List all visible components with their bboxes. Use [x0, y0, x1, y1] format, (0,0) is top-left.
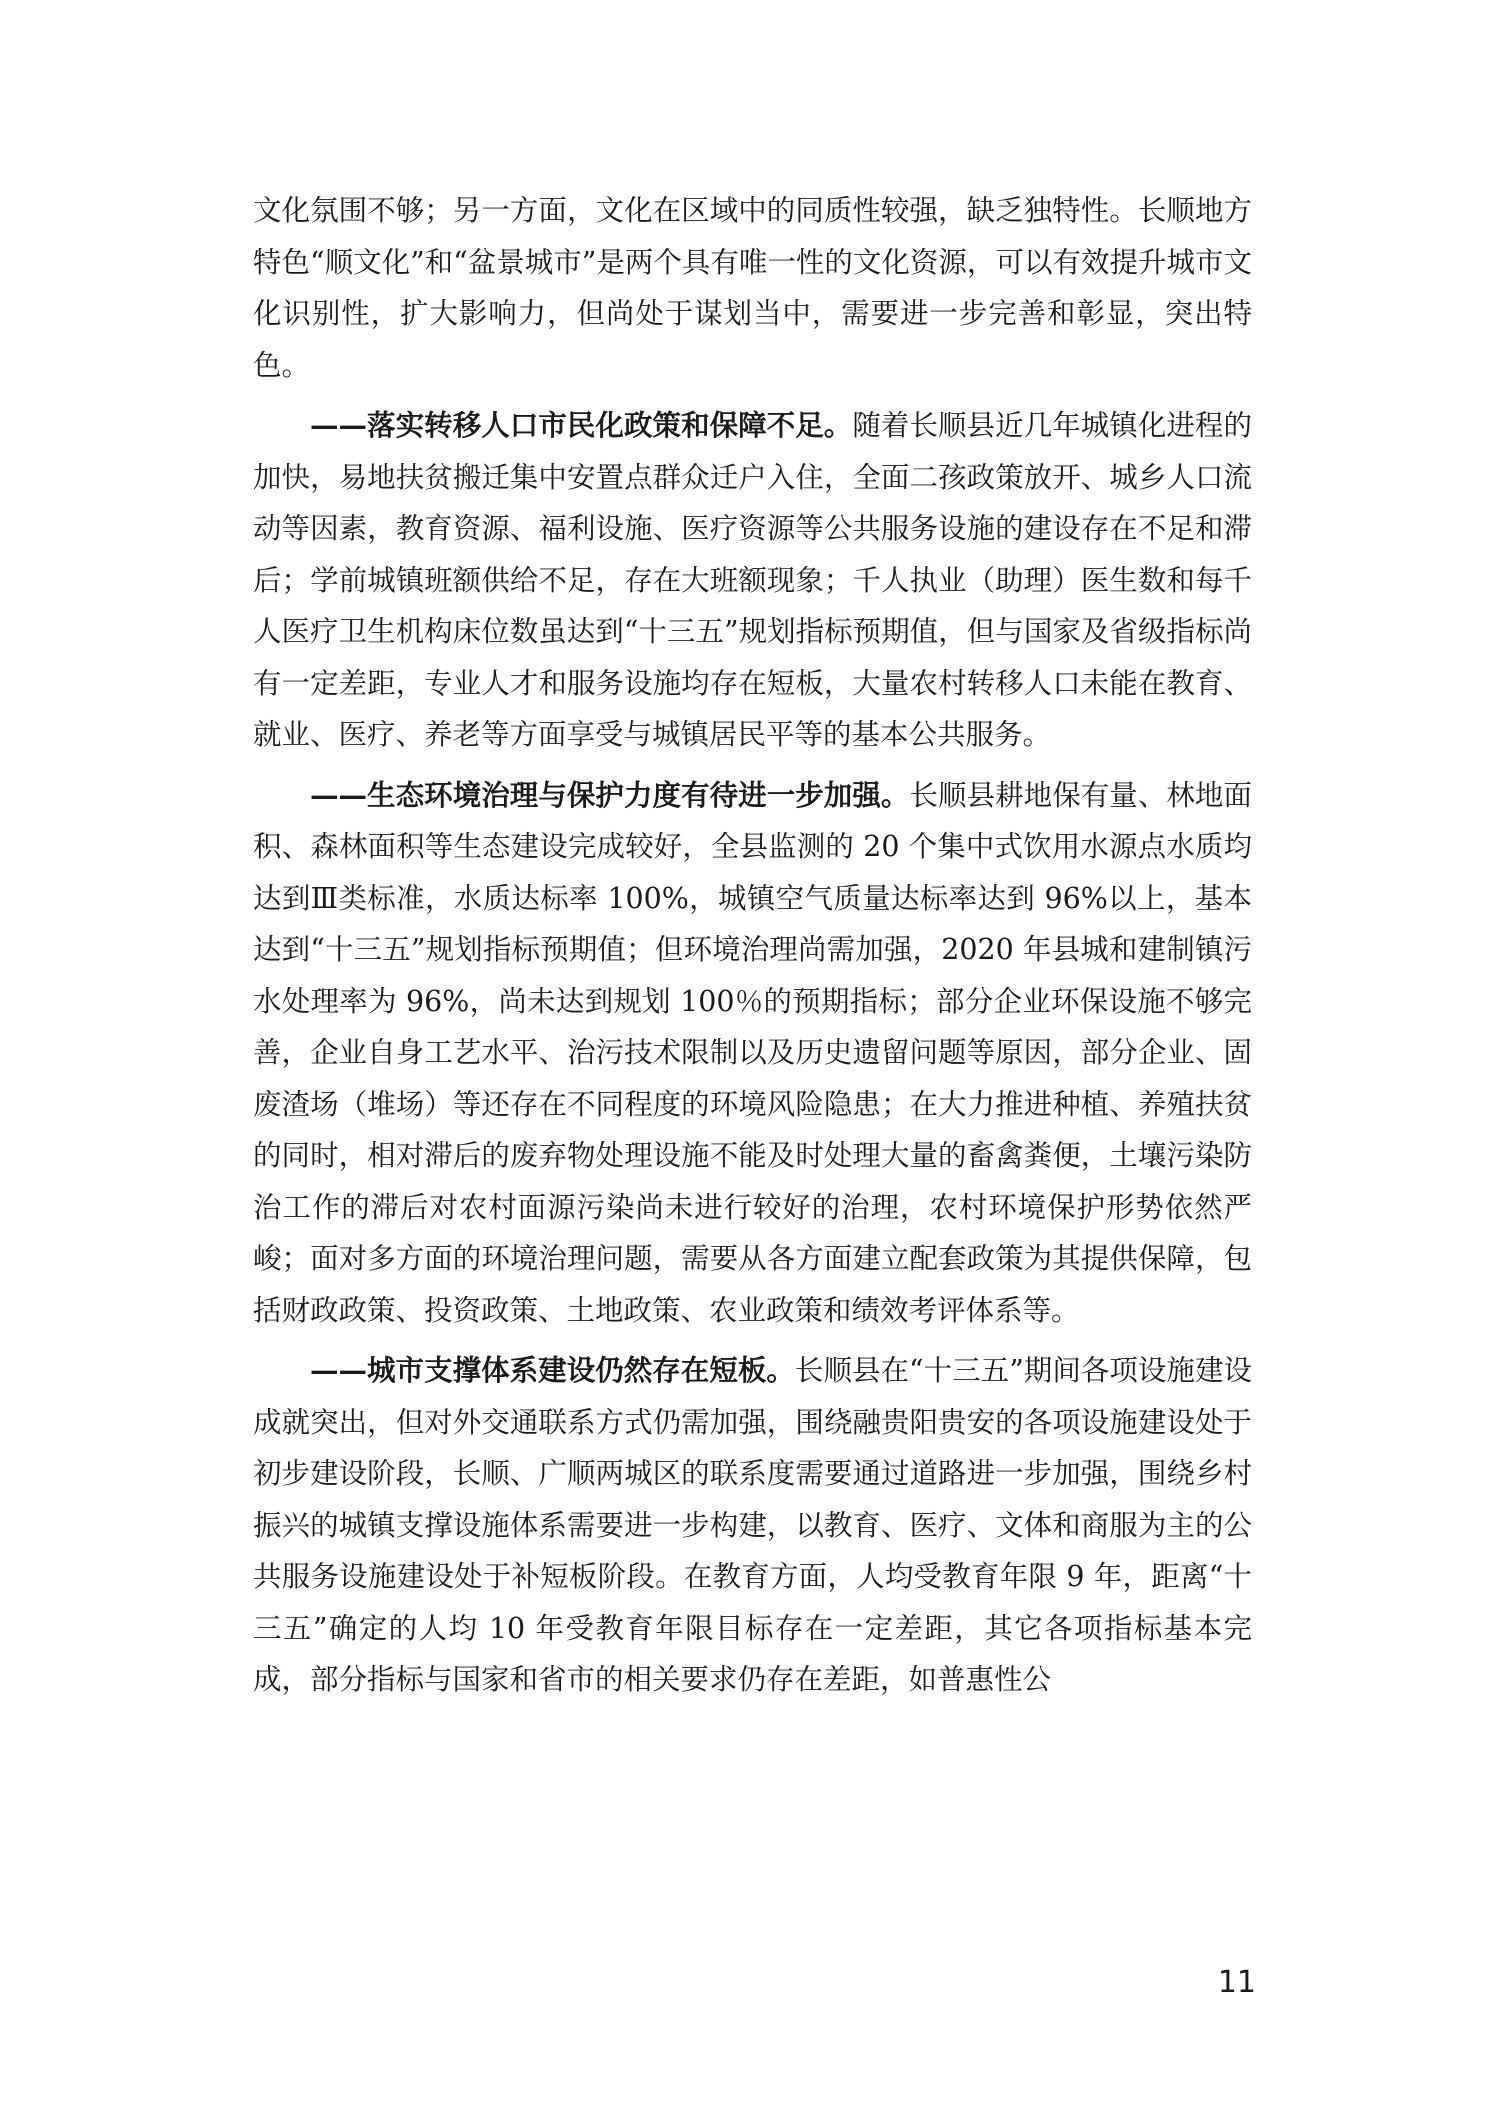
paragraph-text: 长顺县耕地保有量、林地面积、森林面积等生态建设完成较好，全县监测的 20 个集中式饮用水源点水质均达到Ⅲ类标准，水质达标率 100%，城镇空气质量达标率达到 96%以上，基本达到“十三五”规划指标预期值；但环境治理尚需加强，2020 年县城和建制镇污水处理率为 96%，尚未达到规划 100％的预期指标；部分企业环保设施不够完善，企业自身工艺水平、治污技术限制以及历史遗留问题等原因，部分企业、固废渣场（堆场）等还存在不同程度的环境风险隐患；在大力推进种植、养殖扶贫的同时，相对滞后的废弃物处理设施不能及时处理大量的畜禽粪便，土壤污染防治工作的滞后对农村面源污染尚未进行较好的治理，农村环境保护形势依然严峻；面对多方面的环境治理问题，需要从各方面建立配套政策为其提供保障，包括财政政策、投资政策、土地政策、农业政策和绩效考评体系等。: [253, 778, 1252, 1327]
paragraph-text: 文化氛围不够；另一方面，文化在区域中的同质性较强，缺乏独特性。长顺地方特色“顺文化”和“盆景城市”是两个具有唯一性的文化资源，可以有效提升城市文化识别性，扩大影响力，但尚处于谋划当中，需要进一步完善和彰显，突出特色。: [253, 194, 1252, 382]
paragraph-text: 随着长顺县近几年城镇化进程的加快，易地扶贫搬迁集中安置点群众迁户入住，全面二孩政策放开、城乡人口流动等因素，教育资源、福利设施、医疗资源等公共服务设施的建设存在不足和滞后；学前城镇班额供给不足，存在大班额现象；千人执业（助理）医生数和每千人医疗卫生机构床位数虽达到“十三五”规划指标预期值，但与国家及省级指标尚有一定差距，专业人才和服务设施均存在短板，大量农村转移人口未能在教育、就业、医疗、养老等方面享受与城镇居民平等的基本公共服务。: [253, 409, 1252, 751]
document-body: [253, 185, 1252, 1715]
paragraph-heading: ——城市支撑体系建设仍然存在短板。: [310, 1353, 795, 1387]
paragraph-ecology: [253, 770, 1252, 1337]
paragraph-infrastructure: [253, 1345, 1252, 1706]
paragraph-population-policy: [253, 400, 1252, 761]
paragraph-heading: ——生态环境治理与保护力度有待进一步加强。: [310, 777, 910, 812]
paragraph-heading: ——落实转移人口市民化政策和保障不足。: [310, 408, 853, 442]
paragraph-text: 长顺县在“十三五”期间各项设施建设成就突出，但对外交通联系方式仍需加强，围绕融贵阳贵安的各项设施建设处于初步建设阶段，长顺、广顺两城区的联系度需要通过道路进一步加强，围绕乡村振兴的城镇支撑设施体系需要进一步构建，以教育、医疗、文体和商服为主的公共服务设施建设处于补短板阶段。在教育方面，人均受教育年限 9 年，距离“十三五”确定的人均 10 年受教育年限目标存在一定差距，其它各项指标基本完成，部分指标与国家和省市的相关要求仍存在差距，如普惠性公: [253, 1354, 1252, 1696]
page-number: 11: [1217, 1965, 1256, 2000]
paragraph-culture-continuation: [253, 185, 1252, 391]
